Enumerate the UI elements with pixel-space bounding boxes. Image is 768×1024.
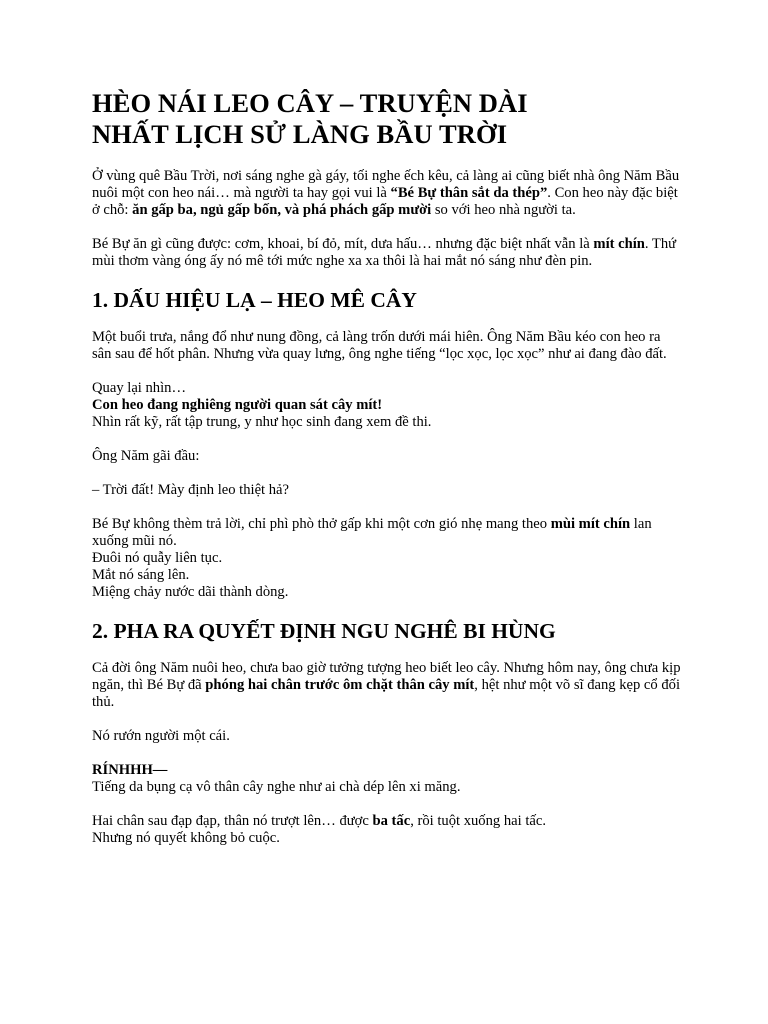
text-run: , hệt như một võ sĩ đang kẹp cổ đối thủ. [92, 677, 681, 710]
bold-text: ăn gấp ba, ngủ gấp bốn, và phá phách gấp mười [132, 202, 432, 218]
text-run: so với heo nhà người ta. [431, 202, 576, 218]
text-run: Cả đời ông Năm nuôi heo, chưa bao giờ tưởng tượng heo biết leo cây. Nhưng hôm nay, ông chưa kịp ngăn, thì Bé Bự đã [92, 660, 681, 693]
text-line: Mắt nó sáng lên. [92, 567, 190, 583]
title-line-1: HÈO NÁI LEO CÂY – TRUYỆN DÀI [92, 88, 528, 118]
text-line [92, 813, 682, 830]
bold-text: mít chín [593, 236, 645, 252]
text-line: Nhìn rất kỹ, rất tập trung, y như học sinh đang xem đề thi. [92, 414, 432, 430]
section-2-paragraph-1 [92, 660, 682, 711]
text-run: lan xuống mũi nó. [92, 516, 652, 549]
bold-text: mùi mít chín [550, 516, 631, 532]
section-2-heading: 2. PHA RA QUYẾT ĐỊNH NGU NGHÊ BI HÙNG [92, 619, 556, 643]
text-run: Hai chân sau đạp đạp, thân nó trượt lên… được [92, 813, 373, 829]
text-line: Tiếng da bụng cạ vô thân cây nghe như ai chà dép lên xi măng. [92, 779, 461, 795]
text-run: . Thứ mùi thơm vàng óng ấy nó mê tới mức nghe xa xa thôi là hai mắt nó sáng như đèn pin. [92, 236, 677, 269]
text-line: Đuôi nó quẫy liên tục. [92, 550, 223, 566]
text-run: Ở vùng quê Bầu Trời, nơi sáng nghe gà gáy, tối nghe ếch kêu, cả làng ai cũng biết nhà ông Năm Bầu nuôi một con heo nái… mà người ta hay gọi vui là [92, 168, 680, 201]
bold-text-line: RÍNHHH— [92, 762, 168, 778]
intro-paragraph-1 [92, 168, 682, 219]
section-1-paragraph-1: Một buổi trưa, nắng đổ như nung đồng, cả làng trốn dưới mái hiên. Ông Năm Bầu kéo con heo ra sân sau để hốt phân. Nhưng vừa quay lưng, ông nghe tiếng “lọc xọc, lọc xọc” như ai đang đào đất. [92, 329, 667, 362]
document-title [92, 88, 682, 150]
text-line: Nhưng nó quyết không bỏ cuộc. [92, 830, 280, 846]
intro-paragraph-2 [92, 236, 682, 270]
text-line [92, 516, 682, 550]
text-run: , rồi tuột xuống hai tấc. [410, 813, 546, 829]
section-1-paragraph-5 [92, 516, 682, 601]
bold-text-line: Con heo đang nghiêng người quan sát cây mít! [92, 397, 383, 413]
section-1-paragraph-4: – Trời đất! Mày định leo thiệt hả? [92, 482, 290, 498]
bold-text: “Bé Bự thân sắt da thép” [390, 185, 548, 201]
section-2-paragraph-2: Nó rướn người một cái. [92, 728, 230, 744]
text-line: Miệng chảy nước dãi thành dòng. [92, 584, 289, 600]
text-run: . Con heo này đặc biệt ở chỗ: [92, 185, 678, 218]
title-line-2: NHẤT LỊCH SỬ LÀNG BẦU TRỜI [92, 119, 508, 149]
text-run: Bé Bự ăn gì cũng được: cơm, khoai, bí đỏ, mít, dưa hấu… nhưng đặc biệt nhất vẫn là [92, 236, 594, 252]
section-1-paragraph-2 [92, 380, 682, 431]
section-1-paragraph-3: Ông Năm gãi đầu: [92, 448, 200, 464]
bold-text: ba tấc [372, 813, 411, 829]
section-2-paragraph-4 [92, 813, 682, 847]
section-2-paragraph-3 [92, 762, 682, 796]
text-line: Quay lại nhìn… [92, 380, 187, 396]
bold-text: phóng hai chân trước ôm chặt thân cây mít [205, 677, 475, 693]
document-page [92, 88, 682, 864]
section-1-heading: 1. DẤU HIỆU LẠ – HEO MÊ CÂY [92, 288, 417, 312]
text-run: Bé Bự không thèm trả lời, chỉ phì phò thở gấp khi một cơn gió nhẹ mang theo [92, 516, 551, 532]
